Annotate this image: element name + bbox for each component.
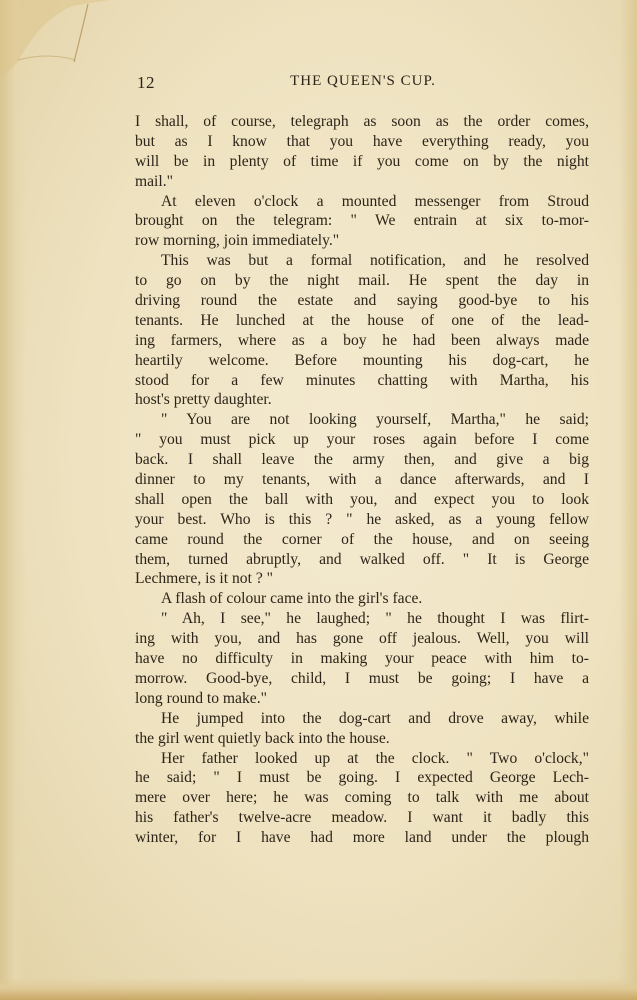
page-bottom-edge — [0, 978, 637, 1000]
page-left-edge — [0, 0, 26, 1000]
text-line: shall open the ball with you, and expect you to look — [135, 490, 589, 508]
text-line: your best. Who is this ? " he asked, as a young fellow — [135, 510, 589, 528]
text-line: he said; " I must be going. I expected George Lech- — [135, 769, 589, 787]
text-line: dinner to my tenants, with a dance afterwards, and I — [135, 471, 589, 489]
page-number: 12 — [137, 73, 155, 92]
text-line: " You are not looking yourself, Martha," he said; — [161, 411, 589, 429]
text-line: At eleven o'clock a mounted messenger from Stroud — [161, 192, 589, 210]
text-line: heartily welcome. Before mounting his dog-cart, he — [135, 351, 589, 369]
folded-corner — [0, 0, 110, 80]
text-line: " you must pick up your roses again before I come — [135, 431, 589, 449]
text-line: row morning, join immediately." — [135, 232, 340, 250]
text-line: I shall, of course, telegraph as soon as the order comes, — [135, 113, 589, 130]
text-line: mail." — [135, 172, 173, 190]
text-line: Lechmere, is it not ? " — [135, 570, 273, 588]
text-line: long round to make." — [135, 689, 267, 707]
text-line: have no difficulty in making your peace with him to- — [135, 650, 589, 668]
text-line: came round the corner of the house, and on seeing — [135, 530, 589, 548]
text-line: ing with you, and has gone off jealous. Well, you will — [135, 630, 589, 648]
body-text — [135, 112, 589, 848]
text-line: back. I shall leave the army then, and give a big — [135, 451, 589, 469]
text-line: his father's twelve-acre meadow. I want it badly this — [135, 809, 589, 827]
text-line: driving round the estate and saying good-bye to his — [135, 292, 589, 310]
text-line: morrow. Good-bye, child, I must be going; I have a — [135, 669, 589, 687]
text-line: " Ah, I see," he laughed; " he thought I was flirt- — [161, 610, 589, 628]
page-right-edge — [619, 0, 637, 1000]
text-line: He jumped into the dog-cart and drove away, while — [161, 709, 589, 727]
text-line: to go on by the night mail. He spent the day in — [135, 272, 589, 290]
text-line: will be in plenty of time if you come on by the night — [135, 152, 589, 170]
text-line: tenants. He lunched at the house of one of the lead- — [135, 311, 589, 329]
text-line: A flash of colour came into the girl's face. — [161, 590, 423, 608]
running-title: THE QUEEN'S CUP. — [290, 73, 436, 89]
text-line: ing farmers, where as a boy he had been always made — [135, 331, 589, 349]
text-line: brought on the telegram: " We entrain at six to-mor- — [135, 212, 589, 230]
text-line: This was but a formal notification, and he resolved — [161, 252, 589, 270]
text-line: them, turned abruptly, and walked off. " It is George — [135, 550, 589, 568]
text-line: host's pretty daughter. — [135, 391, 272, 409]
text-line: the girl went quietly back into the house. — [135, 729, 390, 747]
text-line: Her father looked up at the clock. " Two o'clock," — [161, 749, 589, 767]
text-line: winter, for I have had more land under the plough — [135, 829, 589, 847]
text-line: but as I know that you have everything ready, you — [135, 132, 589, 150]
page-header — [137, 73, 589, 95]
text-line: mere over here; he was coming to talk with me about — [135, 789, 589, 807]
text-line: stood for a few minutes chatting with Martha, his — [135, 371, 589, 389]
